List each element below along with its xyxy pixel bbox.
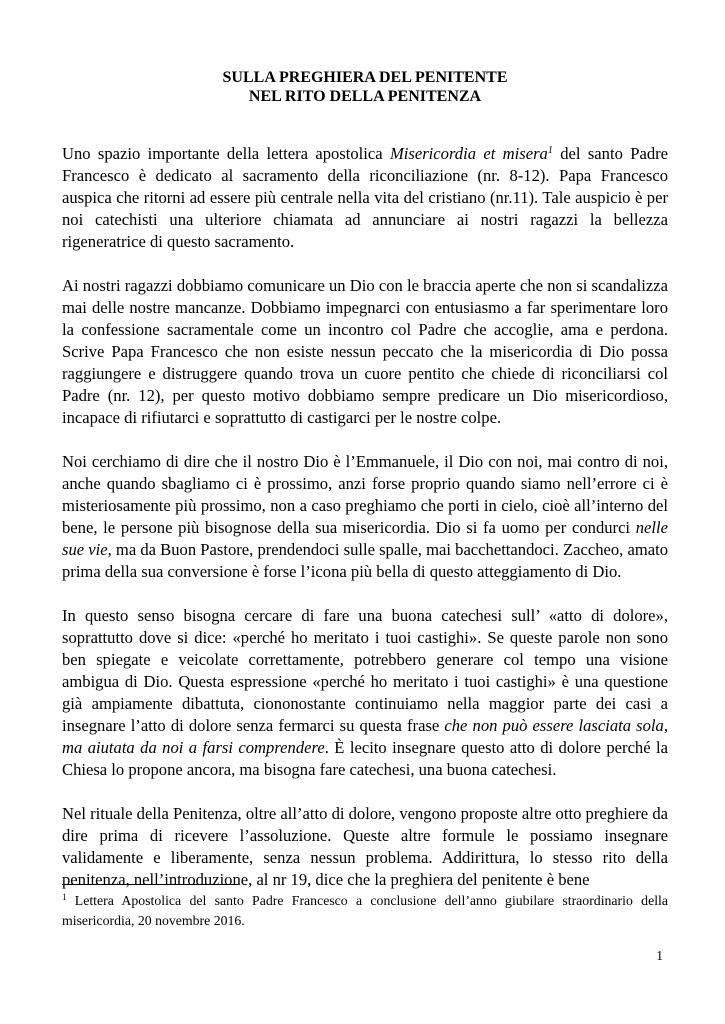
paragraph-2	[62, 275, 668, 429]
page-title	[62, 68, 668, 106]
paragraph-3-text-c: , ma da Buon Pastore, prendendoci sulle spalle, mai bacchettandoci. Zaccheo, amato prima della sua conversione è forse l’icona più bella di questo atteggiamento di Dio.	[62, 540, 668, 581]
paragraph-4	[62, 605, 668, 781]
paragraph-1-text-d: del santo Padre Francesco è dedicato al sacramento della riconciliazione (nr. 8-12). Papa Francesco auspica che ritorni ad essere più centrale nella vita del cristiano (nr.11). Tale auspicio è per noi catechisti una ulteriore chiamata ad annunciare ai nostri ragazzi la bellezza rigeneratrice di questo sacramento.	[62, 144, 669, 251]
paragraph-4-text-c: . È lecito insegnare questo atto di dolore perché la Chiesa lo propone ancora, ma bisogna fare catechesi, una buona catechesi.	[62, 738, 668, 779]
footnote-marker: 1	[62, 892, 67, 902]
page-number: 1	[656, 948, 663, 963]
paragraph-5	[62, 803, 668, 891]
footnote-reference: 1	[547, 145, 553, 156]
footnote	[62, 891, 668, 931]
footnote-text: Lettera Apostolica del santo Padre Francesco a conclusione dell’anno giubilare straordinario della misericordia, 20 novembre 2016.	[62, 893, 668, 928]
title-line-1: SULLA PREGHIERA DEL PENITENTE	[222, 69, 508, 86]
letter-title-italic: Misericordia et misera	[389, 144, 548, 163]
paragraph-3-text-a: Noi cerchiamo di dire che il nostro Dio è l’Emmanuele, il Dio con noi, mai contro di noi, anche quando sbagliamo ci è prossimo, anzi forse proprio quando siamo nell’errore ci è misteriosamente più prossimo, non a caso preghiamo che porti in cielo, cioè all’interno del bene, le persone più bisognose della sua misericordia. Dio si fa uomo per condurci	[62, 452, 668, 537]
paragraph-1-text-a: Uno spazio importante della lettera apostolica	[62, 144, 390, 163]
paragraph-2-text: Ai nostri ragazzi dobbiamo comunicare un Dio con le braccia aperte che non si scandalizza mai delle nostre mancanze. Dobbiamo impegnarci con entusiasmo a far sperimentare loro la confessione sacramentale come un incontro col Padre che accoglie, ama e perdona. Scrive Papa Francesco che non esiste nessun peccato che la misericordia di Dio possa raggiungere e distruggere quando trova un cuore pentito che chiede di riconciliarsi col Padre (nr. 12), per questo motivo dobbiamo sempre predicare un Dio misericordioso, incapace di rifiutarci e soprattutto di castigarci per le nostre colpe.	[62, 276, 668, 427]
document-body	[62, 143, 668, 913]
paragraph-4-italic: che non può essere lasciata sola, ma aiutata da noi a farsi comprendere	[62, 716, 668, 757]
paragraph-5-text: Nel rituale della Penitenza, oltre all’atto di dolore, vengono proposte altre otto preghiere da dire prima di ricevere l’assoluzione. Queste altre formule le possiamo insegnare validamente e liberamente, senza nessun problema. Addirittura, lo stesso rito della penitenza, nell’introduzione, al nr 19, dice che la preghiera del penitente è bene	[62, 804, 668, 889]
paragraph-3-italic: nelle sue vie	[62, 518, 668, 559]
paragraph-3	[62, 451, 668, 583]
paragraph-1	[62, 143, 668, 253]
footnote-separator	[62, 884, 238, 885]
paragraph-4-text-a: In questo senso bisogna cercare di fare una buona catechesi sull’ «atto di dolore», soprattutto dove si dice: «perché ho meritato i tuoi castighi». Se queste parole non sono ben spiegate e veicolate correttamente, potrebbero generare col tempo una visione ambigua di Dio. Questa espressione «perché ho meritato i tuoi castighi» è una questione già ampiamente dibattuta, ciononostante continuiamo nella maggior parte dei casi a insegnare l’atto di dolore senza fermarci su questa frase	[62, 606, 668, 735]
title-line-2: NEL RITO DELLA PENITENZA	[248, 88, 482, 105]
